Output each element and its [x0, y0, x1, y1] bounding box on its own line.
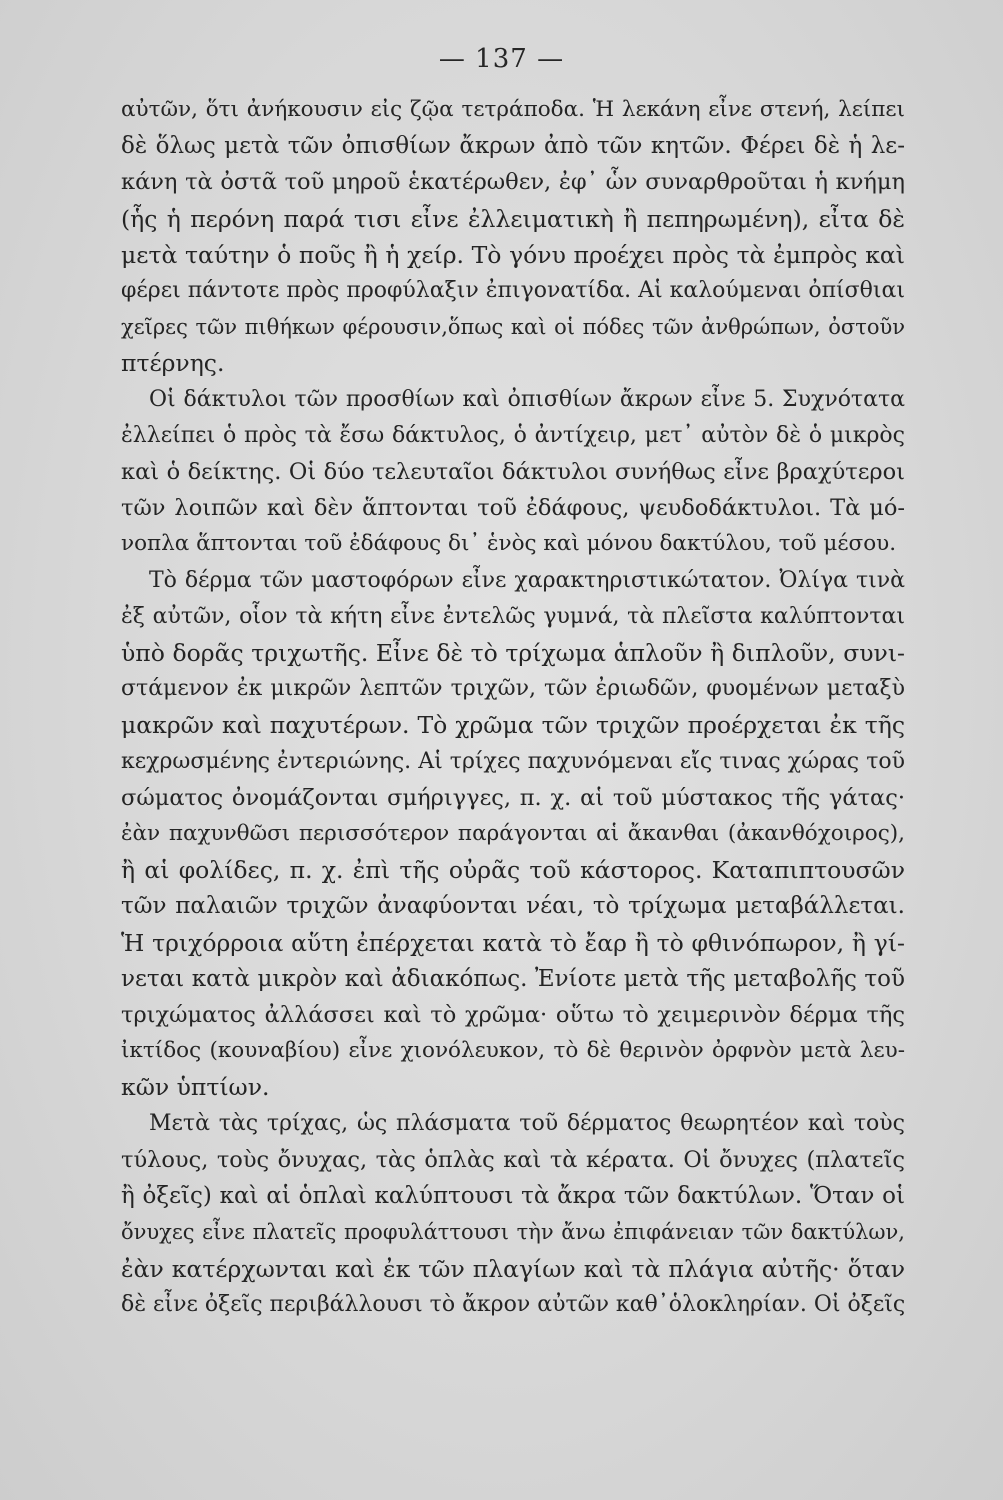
text-line: ἐὰν παχυνθῶσι περισσότερον παράγονται αἱ ἄκανθαι (ἀκανθόχοιρος),: [121, 821, 905, 847]
text-line: κῶν ὑπτίων.: [121, 1073, 270, 1102]
text-line: ἢ αἱ φολίδες, π. χ. ἐπὶ τῆς οὐρᾶς τοῦ κάστορος. Καταπιπτουσῶν: [121, 856, 905, 885]
text-line: ἐὰν κατέρχωνται καὶ ἐκ τῶν πλαγίων καὶ τὰ πλάγια αὐτῆς· ὅταν: [121, 1254, 905, 1283]
text-line: ἐλλείπει ὁ πρὸς τὰ ἔσω δάκτυλος, ὁ ἀντίχειρ, μετ᾽ αὐτὸν δὲ ὁ μικρὸς: [121, 422, 905, 448]
text-line: Μετὰ τὰς τρίχας, ὡς πλάσματα τοῦ δέρματος θεωρητέον καὶ τοὺς: [149, 1110, 905, 1136]
text-line: τῶν παλαιῶν τριχῶν ἀναφύονται νέαι, τὸ τρίχωμα μεταβάλλεται.: [121, 893, 905, 920]
page-number: — 137 —: [438, 44, 565, 74]
text-line: νοπλα ἅπτονται τοῦ ἐδάφους δι᾽ ἑνὸς καὶ μόνου δακτύλου, τοῦ μέσου.: [121, 531, 897, 557]
text-line: δὲ εἶνε ὀξεῖς περιβάλλουσι τὸ ἄκρον αὐτῶν καθ᾽ὁλοκληρίαν. Οἱ ὀξεῖς: [121, 1291, 906, 1317]
text-line: τριχώματος ἀλλάσσει καὶ τὸ χρῶμα· οὕτω τὸ χειμερινὸν δέρμα τῆς: [121, 1002, 905, 1029]
text-line: σώματος ὀνομάζονται σμήριγγες, π. χ. αἱ τοῦ μύστακος τῆς γάτας·: [121, 784, 905, 811]
text-line: τῶν λοιπῶν καὶ δὲν ἅπτονται τοῦ ἐδάφους, ψευδοδάκτυλοι. Τὰ μό-: [121, 495, 905, 522]
text-line: φέρει πάντοτε πρὸς προφύλαξιν ἐπιγονατίδα. Αἱ καλούμεναι ὀπίσθιαι: [121, 278, 906, 304]
text-line: τύλους, τοὺς ὄνυχας, τὰς ὁπλὰς καὶ τὰ κέρατα. Οἱ ὄνυχες (πλατεῖς: [121, 1146, 905, 1173]
text-line: στάμενον ἐκ μικρῶν λεπτῶν τριχῶν, τῶν ἐριωδῶν, φυομένων μεταξὺ: [121, 676, 905, 702]
text-line: ὄνυχες εἶνε πλατεῖς προφυλάττουσι τὴν ἄνω ἐπιφάνειαν τῶν δακτύλων,: [121, 1220, 905, 1245]
text-line: αὐτῶν, ὅτι ἀνήκουσιν εἰς ζῷα τετράποδα. Ἡ λεκάνη εἶνε στενή, λείπει: [121, 97, 905, 122]
text-line: ἐξ αὐτῶν, οἷον τὰ κήτη εἶνε ἐντελῶς γυμνά, τὰ πλεῖστα καλύπτονται: [121, 603, 905, 629]
text-line: κεχρωσμένης ἐντεριώνης. Αἱ τρίχες παχυνόμεναι εἴς τινας χώρας τοῦ: [121, 748, 905, 774]
text-line: κάνη τὰ ὀστᾶ τοῦ μηροῦ ἑκατέρωθεν, ἐφ᾽ ὧν συναρθροῦται ἡ κνήμη: [121, 169, 905, 196]
text-line: (ἧς ἡ περόνη παρά τισι εἶνε ἐλλειματικὴ ἢ πεπηρωμένη), εἶτα δὲ: [121, 204, 905, 233]
text-line: Τὸ δέρμα τῶν μαστοφόρων εἶνε χαρακτηριστικώτατον. Ὀλίγα τινὰ: [149, 567, 905, 593]
text-line: μετὰ ταύτην ὁ ποῦς ἢ ἡ χείρ. Τὸ γόνυ προέχει πρὸς τὰ ἐμπρὸς καὶ: [121, 240, 905, 269]
text-line: ἢ ὀξεῖς) καὶ αἱ ὁπλαὶ καλύπτουσι τὰ ἄκρα τῶν δακτύλων. Ὅταν οἱ: [121, 1183, 905, 1210]
text-line: νεται κατὰ μικρὸν καὶ ἀδιακόπως. Ἐνίοτε μετὰ τῆς μεταβολῆς τοῦ: [121, 965, 905, 992]
text-line: ὑπὸ δορᾶς τριχωτῆς. Εἶνε δὲ τὸ τρίχωμα ἁπλοῦν ἢ διπλοῦν, συνι-: [121, 639, 905, 668]
text-line: πτέρνης.: [121, 349, 225, 378]
text-line: Οἱ δάκτυλοι τῶν προσθίων καὶ ὀπισθίων ἄκρων εἶνε 5. Συχνότατα: [149, 386, 905, 412]
text-line: δὲ ὅλως μετὰ τῶν ὀπισθίων ἄκρων ἀπὸ τῶν κητῶν. Φέρει δὲ ἡ λε-: [121, 133, 905, 160]
text-line: χεῖρες τῶν πιθήκων φέρουσιν,ὅπως καὶ οἱ πόδες τῶν ἀνθρώπων, ὀστοῦν: [121, 315, 905, 340]
text-line: μακρῶν καὶ παχυτέρων. Τὸ χρῶμα τῶν τριχῶν προέρχεται ἐκ τῆς: [121, 711, 905, 740]
page-body-text: [121, 92, 905, 1323]
text-line: ἰκτίδος (κουναβίου) εἶνε χιονόλευκον, τὸ δὲ θερινὸν ὀρφνὸν μετὰ λευ-: [121, 1038, 905, 1064]
text-line: καὶ ὁ δείκτης. Οἱ δύο τελευταῖοι δάκτυλοι συνήθως εἶνε βραχύτεροι: [121, 459, 905, 486]
text-line: Ἡ τριχόρροια αὕτη ἐπέρχεται κατὰ τὸ ἔαρ ἢ τὸ φθινόπωρον, ἢ γί-: [121, 928, 905, 957]
